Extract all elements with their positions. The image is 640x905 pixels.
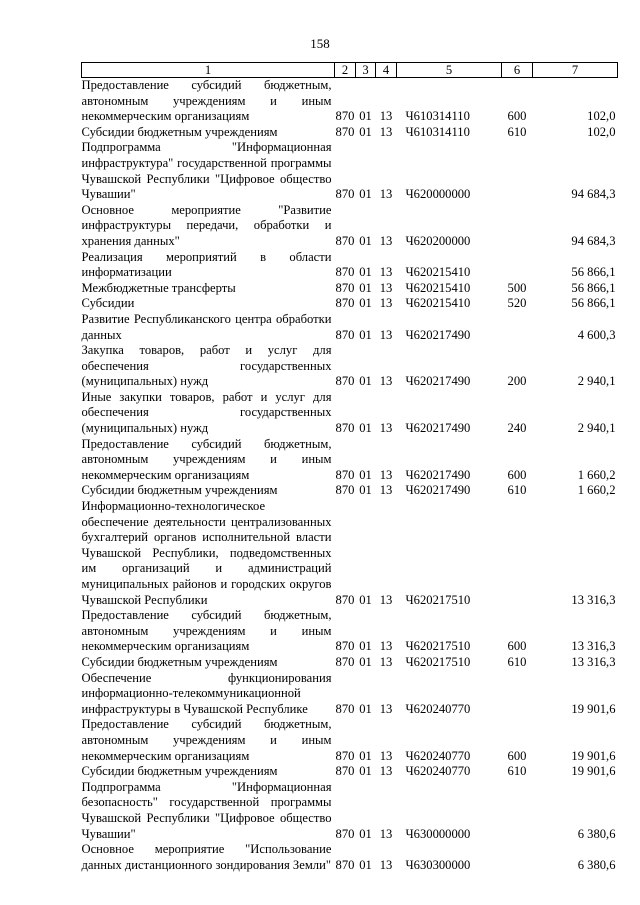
table-row	[82, 842, 618, 873]
section-code: 01	[359, 327, 372, 342]
target-article-code: Ч620217510	[405, 639, 471, 654]
target-article-code: Ч610314110	[405, 124, 470, 139]
table-row	[82, 312, 618, 343]
item-name: Основное мероприятие "Развитие инфраструктуры передачи, обработки и хранения данных"	[81, 202, 332, 248]
ministry-code: 870	[335, 187, 355, 202]
section-code: 01	[359, 857, 372, 872]
expense-type-code	[502, 499, 533, 608]
expense-type-code: 600	[507, 639, 527, 654]
subsection-code: 13	[379, 109, 393, 124]
subsection-code: 13	[379, 701, 393, 716]
section-code: 01	[359, 374, 372, 389]
amount-value: 1 660,2	[577, 467, 616, 482]
section-code: 01	[359, 639, 372, 654]
ministry-code: 870	[335, 109, 355, 124]
table-row	[82, 140, 618, 202]
amount-value: 102,0	[587, 124, 616, 139]
expense-type-code: 600	[507, 467, 527, 482]
expense-type-code: 500	[507, 280, 527, 295]
section-code: 01	[359, 296, 372, 311]
table-row	[82, 390, 618, 437]
table-row	[82, 499, 618, 608]
item-name: Субсидии бюджетным учреждениям	[81, 124, 278, 139]
amount-value: 13 316,3	[571, 654, 616, 669]
expense-type-code	[502, 203, 533, 250]
ministry-code: 870	[335, 233, 355, 248]
amount-value: 6 380,6	[577, 857, 616, 872]
item-name: Основное мероприятие "Использование данных дистанционного зондирования Земли"	[81, 842, 332, 872]
table-row	[82, 717, 618, 764]
expense-type-code: 610	[507, 124, 527, 139]
subsection-code: 13	[379, 826, 393, 841]
column-header: 5	[397, 63, 502, 78]
item-name: Субсидии бюджетным учреждениям	[81, 654, 278, 669]
section-code: 01	[359, 265, 372, 280]
table-row	[82, 78, 618, 125]
ministry-code: 870	[335, 748, 355, 763]
item-name: Межбюджетные трансферты	[81, 280, 236, 295]
section-code: 01	[359, 109, 372, 124]
item-name: Обеспечение функционирования информационно-телекоммуникационной инфраструктуры в Чувашской Республике	[81, 670, 332, 716]
item-name: Реализация мероприятий в области информатизации	[81, 249, 332, 280]
expense-type-code	[502, 842, 533, 873]
amount-value: 94 684,3	[571, 233, 616, 248]
table-row	[82, 655, 618, 671]
target-article-code: Ч610314110	[405, 109, 470, 124]
column-header: 6	[502, 63, 533, 78]
amount-value: 19 901,6	[571, 764, 616, 779]
table-row	[82, 764, 618, 780]
amount-value: 94 684,3	[571, 187, 616, 202]
expense-type-code: 600	[507, 109, 527, 124]
expense-type-code	[502, 780, 533, 842]
expense-type-code	[502, 140, 533, 202]
expense-type-code	[502, 312, 533, 343]
expense-type-code	[502, 250, 533, 281]
column-header: 2	[335, 63, 356, 78]
subsection-code: 13	[379, 748, 393, 763]
item-name: Подпрограмма "Информационная инфраструктура" государственной программы Чувашской Республики "Цифровое общество Чувашии"	[81, 140, 332, 202]
ministry-code: 870	[335, 124, 355, 139]
target-article-code: Ч620000000	[405, 187, 471, 202]
target-article-code: Ч620215410	[405, 280, 471, 295]
subsection-code: 13	[379, 592, 393, 607]
target-article-code: Ч620200000	[405, 233, 471, 248]
expense-type-code: 200	[507, 374, 527, 389]
column-number-header	[82, 63, 618, 78]
subsection-code: 13	[379, 233, 393, 248]
expense-type-code: 600	[507, 748, 527, 763]
item-name: Информационно-технологическое обеспечение деятельности централизованных бухгалтерий органов исполнительной власти Чувашской Республики, подведомственных им организаций и администраций муниципальных районов и городских округов Чувашской Республики	[81, 499, 332, 607]
subsection-code: 13	[379, 124, 393, 139]
target-article-code: Ч630300000	[405, 857, 471, 872]
ministry-code: 870	[335, 826, 355, 841]
amount-value: 6 380,6	[577, 826, 616, 841]
target-article-code: Ч620217490	[405, 483, 471, 498]
table-row	[82, 203, 618, 250]
amount-value: 13 316,3	[571, 592, 616, 607]
target-article-code: Ч620240770	[405, 764, 471, 779]
amount-value: 56 866,1	[571, 265, 616, 280]
ministry-code: 870	[335, 467, 355, 482]
amount-value: 4 600,3	[577, 327, 616, 342]
expense-type-code: 520	[507, 296, 527, 311]
subsection-code: 13	[379, 639, 393, 654]
table-row	[82, 608, 618, 655]
subsection-code: 13	[379, 374, 393, 389]
amount-value: 19 901,6	[571, 701, 616, 716]
item-name: Подпрограмма "Информационная безопасность" государственной программы Чувашской Республики "Цифровое общество Чувашии"	[81, 779, 332, 841]
target-article-code: Ч630000000	[405, 826, 471, 841]
item-name: Закупка товаров, работ и услуг для обеспечения государственных (муниципальных) нужд	[81, 343, 332, 389]
amount-value: 56 866,1	[571, 296, 616, 311]
column-header: 3	[356, 63, 376, 78]
section-code: 01	[359, 421, 372, 436]
amount-value: 1 660,2	[577, 483, 616, 498]
subsection-code: 13	[379, 764, 393, 779]
item-name: Предоставление субсидий бюджетным, автономным учреждениям и иным некоммерческим организациям	[81, 436, 332, 482]
ministry-code: 870	[335, 296, 355, 311]
ministry-code: 870	[335, 857, 355, 872]
target-article-code: Ч620217490	[405, 327, 471, 342]
expense-type-code: 610	[507, 764, 527, 779]
target-article-code: Ч620215410	[405, 296, 471, 311]
section-code: 01	[359, 654, 372, 669]
subsection-code: 13	[379, 296, 393, 311]
table-row	[82, 780, 618, 842]
table-row	[82, 483, 618, 499]
subsection-code: 13	[379, 187, 393, 202]
item-name: Предоставление субсидий бюджетным, автономным учреждениям и иным некоммерческим организациям	[81, 608, 332, 654]
subsection-code: 13	[379, 467, 393, 482]
expense-type-code: 240	[507, 421, 527, 436]
item-name: Субсидии бюджетным учреждениям	[81, 483, 278, 498]
target-article-code: Ч620217510	[405, 592, 471, 607]
subsection-code: 13	[379, 421, 393, 436]
amount-value: 56 866,1	[571, 280, 616, 295]
section-code: 01	[359, 233, 372, 248]
column-header: 7	[533, 63, 618, 78]
target-article-code: Ч620217490	[405, 421, 471, 436]
section-code: 01	[359, 592, 372, 607]
subsection-code: 13	[379, 327, 393, 342]
item-name: Субсидии	[81, 296, 135, 311]
subsection-code: 13	[379, 280, 393, 295]
item-name: Развитие Республиканского центра обработки данных	[81, 311, 332, 342]
ministry-code: 870	[335, 374, 355, 389]
section-code: 01	[359, 467, 372, 482]
table-row	[82, 250, 618, 281]
budget-table	[81, 62, 618, 873]
expense-type-code: 610	[507, 654, 527, 669]
item-name: Предоставление субсидий бюджетным, автономным учреждениям и иным некоммерческим организациям	[81, 78, 332, 124]
section-code: 01	[359, 826, 372, 841]
target-article-code: Ч620240770	[405, 748, 471, 763]
amount-value: 2 940,1	[577, 421, 616, 436]
item-name: Иные закупки товаров, работ и услуг для обеспечения государственных (муниципальных) нужд	[81, 389, 332, 436]
ministry-code: 870	[335, 701, 355, 716]
ministry-code: 870	[335, 265, 355, 280]
amount-value: 102,0	[587, 109, 616, 124]
ministry-code: 870	[335, 483, 355, 498]
item-name: Предоставление субсидий бюджетным, автономным учреждениям и иным некоммерческим организациям	[81, 717, 332, 763]
amount-value: 2 940,1	[577, 374, 616, 389]
section-code: 01	[359, 187, 372, 202]
expense-type-code: 610	[507, 483, 527, 498]
section-code: 01	[359, 701, 372, 716]
target-article-code: Ч620217490	[405, 467, 471, 482]
target-article-code: Ч620215410	[405, 265, 471, 280]
amount-value: 19 901,6	[571, 748, 616, 763]
table-row	[82, 125, 618, 141]
ministry-code: 870	[335, 654, 355, 669]
expense-type-code	[502, 671, 533, 718]
target-article-code: Ч620217510	[405, 654, 471, 669]
target-article-code: Ч620240770	[405, 701, 471, 716]
table-row	[82, 296, 618, 312]
table-row	[82, 343, 618, 390]
page-number: 158	[310, 36, 330, 51]
subsection-code: 13	[379, 857, 393, 872]
column-header: 1	[82, 63, 335, 78]
section-code: 01	[359, 764, 372, 779]
subsection-code: 13	[379, 265, 393, 280]
subsection-code: 13	[379, 483, 393, 498]
section-code: 01	[359, 124, 372, 139]
ministry-code: 870	[335, 327, 355, 342]
section-code: 01	[359, 748, 372, 763]
section-code: 01	[359, 483, 372, 498]
ministry-code: 870	[335, 592, 355, 607]
table-row	[82, 437, 618, 484]
amount-value: 13 316,3	[571, 639, 616, 654]
table-row	[82, 281, 618, 297]
target-article-code: Ч620217490	[405, 374, 471, 389]
table-row	[82, 671, 618, 718]
ministry-code: 870	[335, 639, 355, 654]
column-header: 4	[376, 63, 397, 78]
subsection-code: 13	[379, 654, 393, 669]
ministry-code: 870	[335, 280, 355, 295]
item-name: Субсидии бюджетным учреждениям	[81, 764, 278, 779]
section-code: 01	[359, 280, 372, 295]
ministry-code: 870	[335, 421, 355, 436]
ministry-code: 870	[335, 764, 355, 779]
